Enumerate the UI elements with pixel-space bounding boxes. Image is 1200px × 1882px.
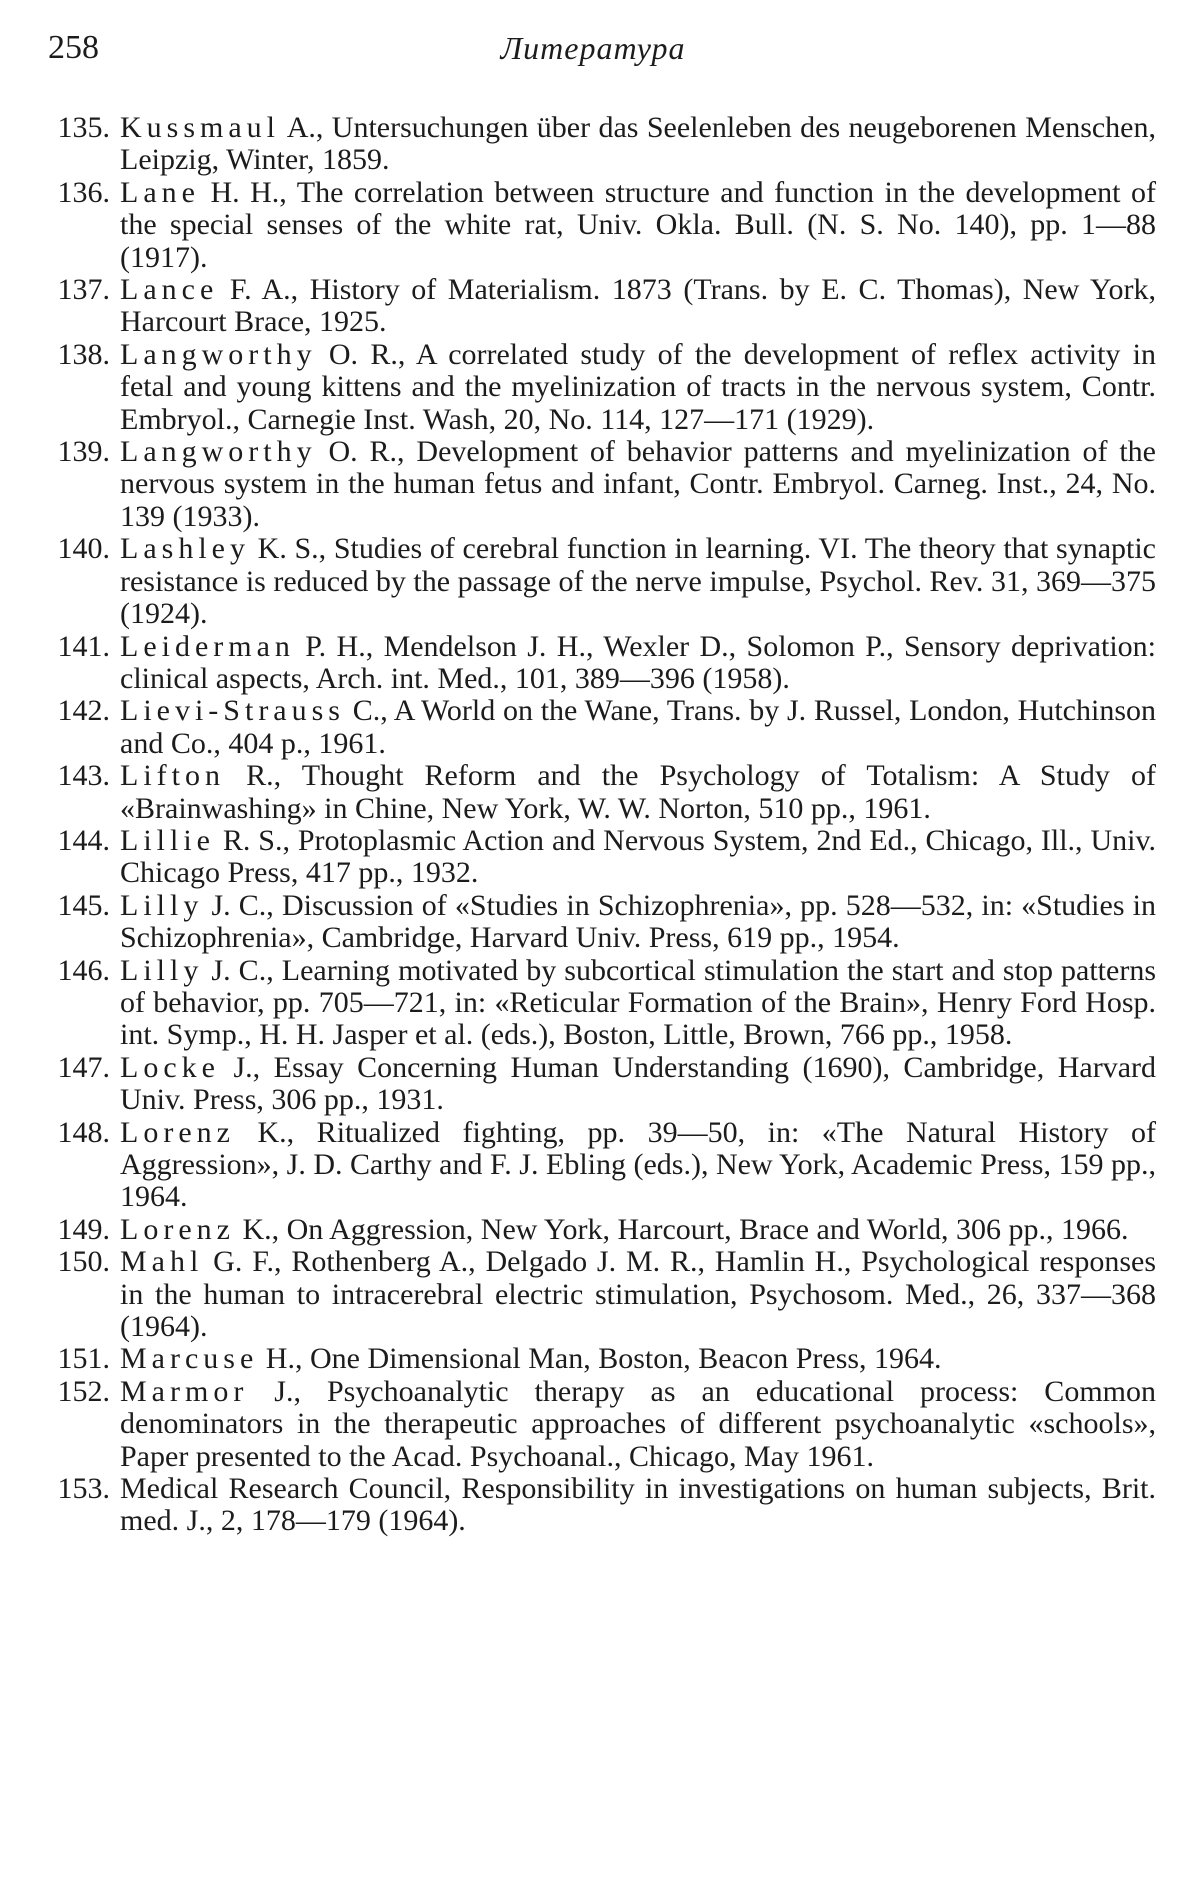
reference-entry bbox=[44, 890, 1156, 955]
reference-number: 141. bbox=[57, 629, 110, 663]
reference-entry bbox=[44, 825, 1156, 890]
reference-text: K., Ritualized fighting, pp. 39—50, in: «The Natural History of Aggression», J. D. Carthy and F. J. Ebling (eds.), New York, Academic Press, 159 pp., 1964. bbox=[120, 1115, 1156, 1214]
reference-text: A., Untersuchungen über das Seelenleben des neugeborenen Menschen, Leipzig, Winter, 1859. bbox=[120, 111, 1156, 177]
reference-entry bbox=[44, 631, 1156, 696]
reference-entry bbox=[44, 112, 1156, 177]
reference-author: Lane bbox=[120, 175, 200, 209]
reference-text: Medical Research Council, Responsibility in investigations on human subjects, Brit. med. J., 2, 178—179 (1964). bbox=[120, 1472, 1156, 1538]
reference-text: R. S., Protoplasmic Action and Nervous System, 2nd Ed., Chicago, Ill., Univ. Chicago Press, 417 pp., 1932. bbox=[120, 823, 1156, 890]
reference-entry bbox=[44, 955, 1156, 1052]
reference-text: H., One Dimensional Man, Boston, Beacon Press, 1964. bbox=[258, 1342, 942, 1376]
reference-text: P. H., Mendelson J. H., Wexler D., Solomon P., Sensory deprivation: clinical aspects, Arch. int. Med., 101, 389—396 (1958). bbox=[120, 629, 1156, 695]
reference-number: 153. bbox=[57, 1472, 110, 1506]
reference-text: J. C., Learning motivated by subcortical stimulation the start and stop patterns of behavior, pp. 705—721, in: «Reticular Formation of the Brain», Henry Ford Hosp. int. Symp., H. H. Jasper et al. (eds.), Boston, Little, Brown, 766 pp., 1958. bbox=[120, 953, 1156, 1052]
reference-entry bbox=[44, 533, 1156, 630]
reference-entry bbox=[44, 436, 1156, 533]
reference-number: 148. bbox=[57, 1115, 110, 1149]
reference-number: 149. bbox=[57, 1212, 110, 1246]
reference-list bbox=[44, 112, 1156, 1538]
reference-entry bbox=[44, 1473, 1156, 1538]
reference-number: 145. bbox=[57, 888, 110, 922]
reference-number: 144. bbox=[57, 823, 110, 857]
reference-author: Kussmaul bbox=[120, 111, 280, 144]
reference-text: O. R., A correlated study of the development of reflex activity in fetal and young kittens and the myelinization of tracts in the nervous system, Contr. Embryol., Carnegie Inst. Wash, 20, No. 114, 127—171 (1929). bbox=[120, 337, 1156, 436]
reference-author: Lorenz bbox=[120, 1212, 235, 1246]
reference-entry bbox=[44, 695, 1156, 760]
reference-number: 139. bbox=[57, 435, 110, 469]
reference-text: J. C., Discussion of «Studies in Schizophrenia», pp. 528—532, in: «Studies in Schizophrenia», Cambridge, Harvard Univ. Press, 619 pp., 1954. bbox=[120, 888, 1156, 955]
reference-entry bbox=[44, 1052, 1156, 1117]
reference-author: Lance bbox=[120, 273, 219, 307]
page-header bbox=[48, 18, 1138, 78]
reference-number: 152. bbox=[57, 1374, 110, 1408]
reference-number: 140. bbox=[57, 532, 110, 566]
reference-number: 147. bbox=[57, 1050, 110, 1084]
reference-author: Leiderman bbox=[120, 629, 295, 663]
reference-entry bbox=[44, 1214, 1156, 1246]
reference-author: Lorenz bbox=[120, 1115, 235, 1149]
reference-author: Locke bbox=[120, 1050, 220, 1084]
reference-author: Langworthy bbox=[120, 435, 317, 469]
reference-number: 136. bbox=[57, 175, 110, 209]
reference-entry bbox=[44, 339, 1156, 436]
reference-entry bbox=[44, 1376, 1156, 1473]
reference-text: F. A., History of Materialism. 1873 (Trans. by E. C. Thomas), New York, Harcourt Brace, 1925. bbox=[120, 273, 1156, 339]
reference-number: 143. bbox=[57, 759, 110, 793]
reference-author: Lievi-Strauss bbox=[120, 694, 345, 728]
reference-entry bbox=[44, 274, 1156, 339]
reference-entry bbox=[44, 1117, 1156, 1214]
reference-number: 151. bbox=[57, 1342, 110, 1376]
reference-author: Lashley bbox=[120, 532, 250, 566]
reference-number: 138. bbox=[57, 337, 110, 371]
reference-entry bbox=[44, 760, 1156, 825]
reference-author: Lilly bbox=[120, 953, 204, 987]
reference-text: H. H., The correlation between structure and function in the development of the special senses of the white rat, Univ. Okla. Bull. (N. S. No. 140), pp. 1—88 (1917). bbox=[120, 175, 1156, 274]
reference-text: K. S., Studies of cerebral function in learning. VI. The theory that synaptic resistance is reduced by the passage of the nerve impulse, Psychol. Rev. 31, 369—375 (1924). bbox=[120, 532, 1156, 631]
reference-author: Marmor bbox=[120, 1374, 249, 1408]
reference-author: Marcuse bbox=[120, 1342, 259, 1376]
reference-number: 135. bbox=[57, 111, 110, 144]
reference-entry bbox=[44, 1246, 1156, 1343]
running-title: Литература bbox=[500, 30, 686, 66]
reference-author: Lillie bbox=[120, 823, 215, 857]
reference-number: 137. bbox=[57, 273, 110, 307]
reference-author: Lifton bbox=[120, 759, 225, 793]
reference-entry bbox=[44, 177, 1156, 274]
reference-author: Mahl bbox=[120, 1245, 204, 1279]
reference-number: 142. bbox=[57, 694, 110, 728]
reference-entry bbox=[44, 1343, 1156, 1375]
reference-text: J., Essay Concerning Human Understanding (1690), Cambridge, Harvard Univ. Press, 306 pp., 1931. bbox=[120, 1050, 1156, 1117]
reference-author: Langworthy bbox=[120, 337, 317, 371]
reference-text: O. R., Development of behavior patterns and myelinization of the nervous system in the human fetus and infant, Contr. Embryol. Carneg. Inst., 24, No. 139 (1933). bbox=[120, 435, 1156, 533]
reference-text: R., Thought Reform and the Psychology of Totalism: A Study of «Brainwashing» in Chine, New York, W. W. Norton, 510 pp., 1961. bbox=[120, 759, 1156, 825]
reference-author: Lilly bbox=[120, 888, 204, 922]
reference-text: G. F., Rothenberg A., Delgado J. M. R., Hamlin H., Psychological responses in the human to intracerebral electric stimulation, Psychosom. Med., 26, 337—368 (1964). bbox=[120, 1245, 1156, 1344]
reference-text: C., A World on the Wane, Trans. by J. Russel, London, Hutchinson and Co., 404 p., 1961. bbox=[120, 694, 1156, 760]
reference-number: 150. bbox=[57, 1245, 110, 1279]
reference-text: K., On Aggression, New York, Harcourt, Brace and World, 306 pp., 1966. bbox=[234, 1212, 1129, 1246]
page-number: 258 bbox=[48, 29, 99, 66]
reference-text: J., Psychoanalytic therapy as an educational process: Common denominators in the therapeutic approaches of different psychoanalytic «schools», Paper presented to the Acad. Psychoanal., Chicago, May 1961. bbox=[120, 1374, 1156, 1473]
reference-number: 146. bbox=[57, 953, 110, 987]
